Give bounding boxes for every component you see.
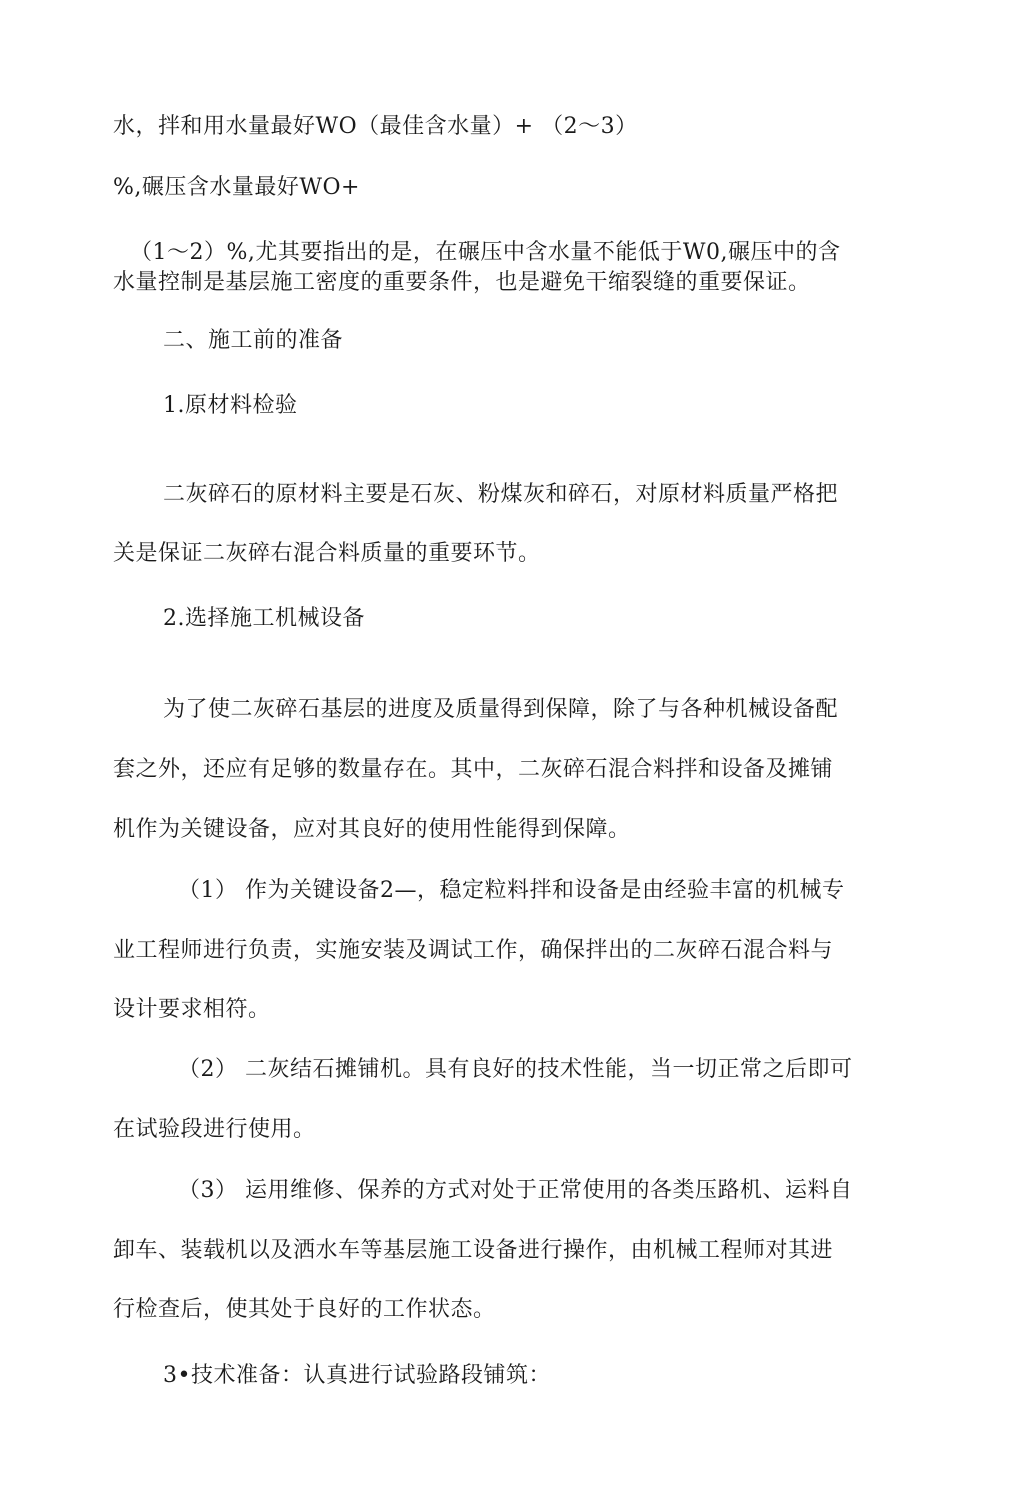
list-item-line: （2） 二灰结石摊铺机。具有良好的技术性能，当一切正常之后即可 <box>178 1057 853 1082</box>
list-item-line: （1） 作为关键设备2—，稳定粒料拌和设备是由经验丰富的机械专 <box>178 878 845 903</box>
list-item-line: 在试验段进行使用。 <box>113 1117 316 1142</box>
paragraph-line: 关是保证二灰碎右混合料质量的重要环节。 <box>113 541 541 566</box>
section-heading: 二、施工前的准备 <box>163 328 344 353</box>
list-item-line: 行检查后，使其处于良好的工作状态。 <box>113 1297 496 1322</box>
list-item-line: 设计要求相符。 <box>113 997 271 1022</box>
list-item-line: （3） 运用维修、保养的方式对处于正常使用的各类压路机、运料自 <box>178 1178 853 1203</box>
paragraph-line: 为了使二灰碎石基层的进度及质量得到保障，除了与各种机械设备配 <box>163 697 839 722</box>
paragraph-line: %,碾压含水量最好WO+ <box>113 175 360 200</box>
paragraph-line: （1～2）%,尤其要指出的是，在碾压中含水量不能低于W0,碾压中的含 <box>130 240 841 265</box>
list-item-line: 卸车、装载机以及洒水车等基层施工设备进行操作，由机械工程师对其进 <box>113 1238 834 1263</box>
subsection-heading: 3•技术准备：认真进行试验路段铺筑： <box>163 1363 551 1388</box>
paragraph-line: 水，拌和用水量最好WO（最佳含水量）+ （2～3） <box>113 114 638 139</box>
paragraph-line: 套之外，还应有足够的数量存在。其中，二灰碎石混合料拌和设备及摊铺 <box>113 757 834 782</box>
paragraph-line: 机作为关键设备，应对其良好的使用性能得到保障。 <box>113 817 631 842</box>
paragraph-line: 水量控制是基层施工密度的重要条件，也是避免干缩裂缝的重要保证。 <box>113 270 811 295</box>
subsection-heading: 1.原材料检验 <box>163 393 298 418</box>
paragraph-line: 二灰碎石的原材料主要是石灰、粉煤灰和碎石，对原材料质量严格把 <box>163 482 839 507</box>
subsection-heading: 2.选择施工机械设备 <box>163 606 365 631</box>
list-item-line: 业工程师进行负责，实施安装及调试工作，确保拌出的二灰碎石混合料与 <box>113 938 834 963</box>
